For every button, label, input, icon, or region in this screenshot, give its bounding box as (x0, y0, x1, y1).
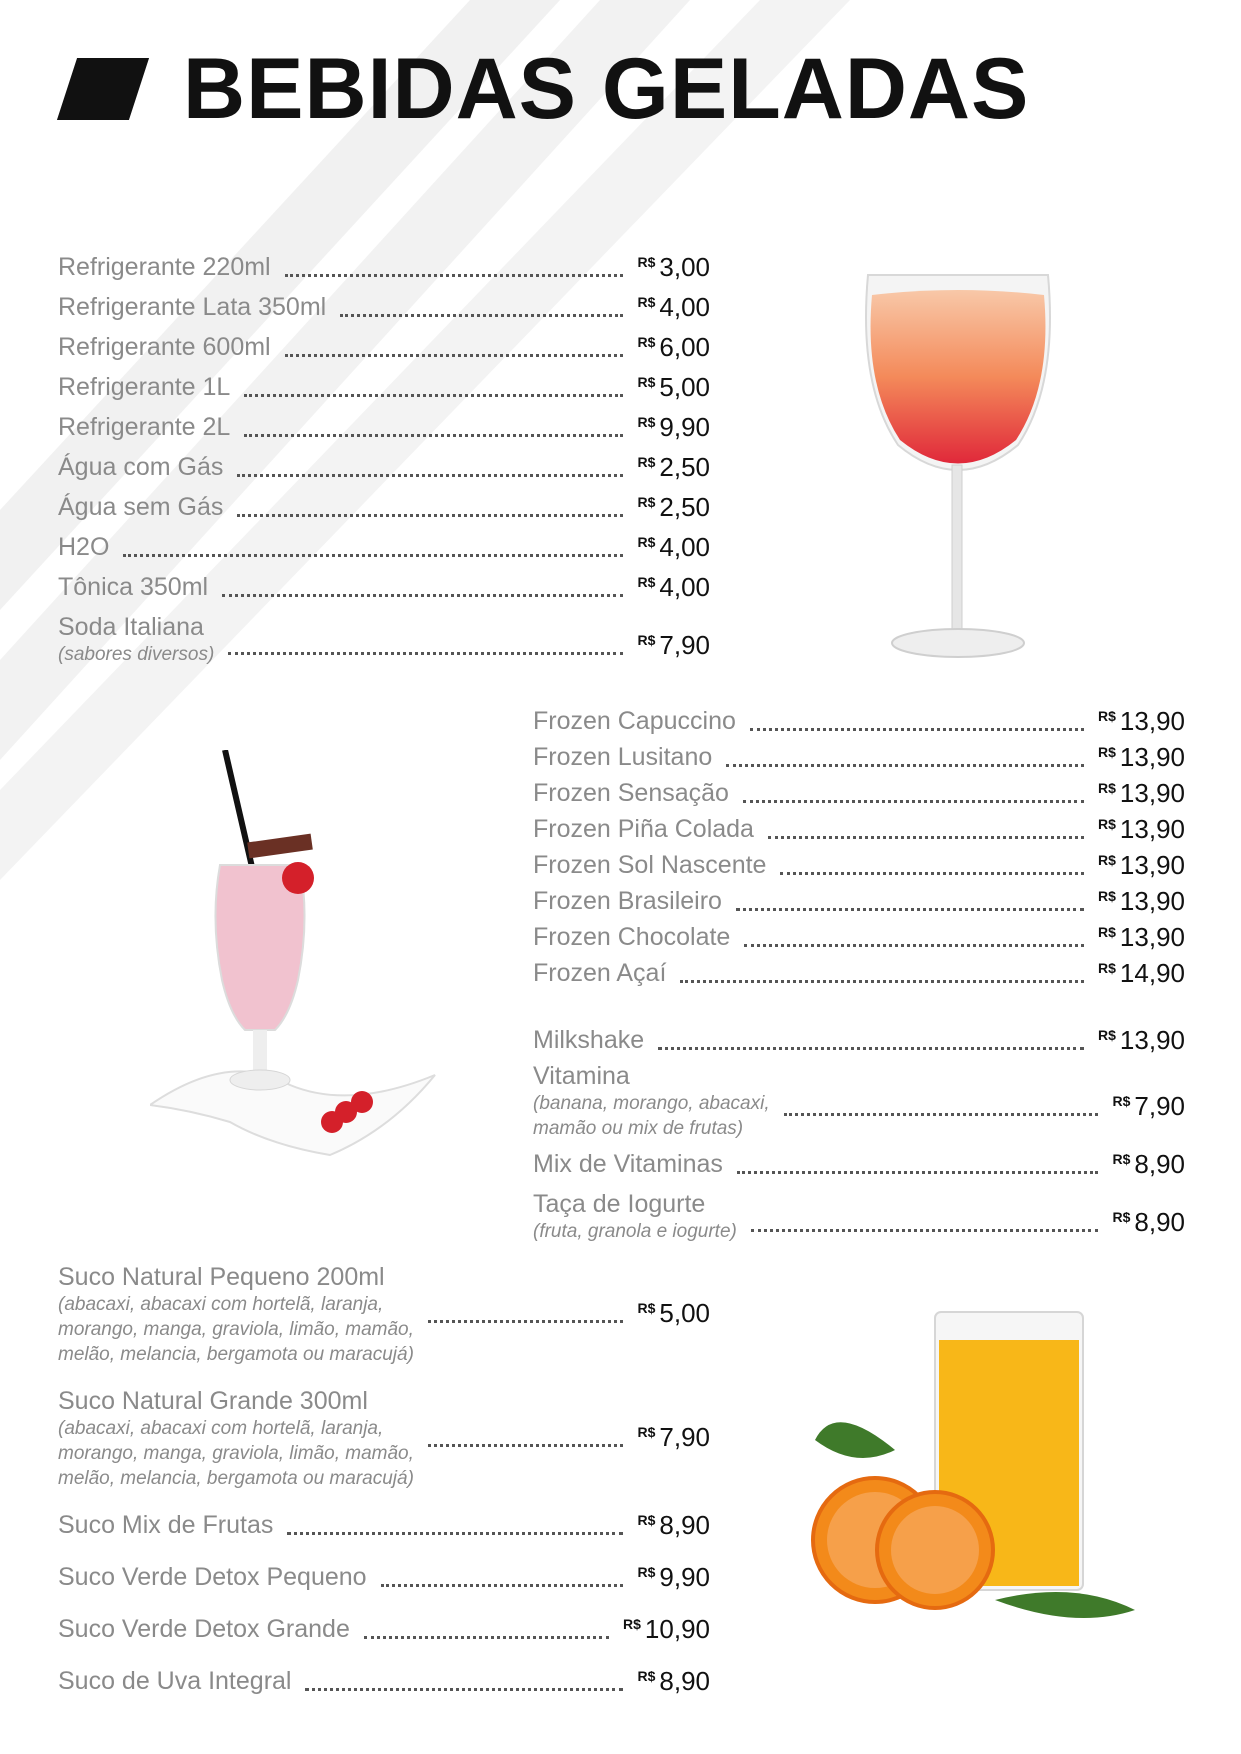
item-price (637, 332, 710, 363)
dot-leader (305, 1688, 623, 1691)
menu-item (58, 532, 710, 563)
item-name: Frozen Capuccino (533, 707, 736, 735)
dot-leader (285, 354, 624, 357)
currency-symbol: R$ (637, 1512, 656, 1528)
item-description: (banana, morango, abacaxi, mamão ou mix de frutas) (533, 1093, 770, 1139)
item-name: Tônica 350ml (58, 573, 209, 601)
currency-symbol: R$ (637, 414, 656, 430)
dot-leader (726, 764, 1084, 767)
item-name: Frozen Chocolate (533, 923, 731, 951)
item-price (637, 1298, 710, 1329)
price-amount: 13,90 (1119, 706, 1185, 736)
item-price (637, 1510, 710, 1541)
price-amount: 7,90 (659, 1422, 710, 1452)
currency-symbol: R$ (637, 632, 656, 648)
item-description: (abacaxi, abacaxi com hortelã, laranja, morango, manga, graviola, limão, mamão, melão, melancia, bergamota ou maracujá) (58, 1418, 414, 1489)
item-name: Vitamina (533, 1062, 630, 1090)
dot-leader (780, 872, 1084, 875)
menu-item (58, 1262, 710, 1367)
item-name: Frozen Lusitano (533, 743, 713, 771)
menu-item (58, 372, 710, 403)
cocktail-photo (858, 265, 1058, 670)
menu-item (58, 332, 710, 363)
dot-leader (381, 1584, 624, 1587)
currency-symbol: R$ (637, 254, 656, 270)
item-price (637, 372, 710, 403)
menu-item (58, 252, 710, 283)
item-name: Refrigerante 2L (58, 413, 231, 441)
price-amount: 4,00 (659, 292, 710, 322)
item-price (623, 1614, 710, 1645)
item-name: Refrigerante 600ml (58, 333, 271, 361)
currency-symbol: R$ (1098, 960, 1116, 976)
item-price (637, 452, 710, 483)
currency-symbol: R$ (637, 1300, 656, 1316)
price-amount: 13,90 (1119, 886, 1185, 916)
item-name: Frozen Açaí (533, 959, 667, 987)
item-price (637, 1422, 710, 1453)
item-name: Frozen Piña Colada (533, 815, 754, 843)
item-name: Suco Natural Pequeno 200ml (58, 1263, 385, 1291)
item-description: (abacaxi, abacaxi com hortelã, laranja, morango, manga, graviola, limão, mamão, melão, melancia, bergamota ou maracujá) (58, 1294, 414, 1365)
item-name: Frozen Brasileiro (533, 887, 722, 915)
item-name: Refrigerante 1L (58, 373, 231, 401)
menu-item (58, 412, 710, 443)
currency-symbol: R$ (1098, 852, 1116, 868)
item-name: Refrigerante Lata 350ml (58, 293, 327, 321)
price-amount: 8,90 (659, 1666, 710, 1696)
menu-item (533, 886, 1185, 917)
currency-symbol: R$ (637, 1424, 656, 1440)
currency-symbol: R$ (1112, 1151, 1131, 1167)
currency-symbol: R$ (623, 1616, 641, 1632)
item-name: Milkshake (533, 1026, 645, 1054)
item-description: (fruta, granola e iogurte) (533, 1221, 737, 1242)
currency-symbol: R$ (1098, 924, 1116, 940)
dot-leader (244, 394, 623, 397)
menu-item (533, 778, 1185, 809)
item-price (637, 252, 710, 283)
item-name: Refrigerante 220ml (58, 253, 271, 281)
menu-item (533, 1149, 1185, 1180)
menu-item (58, 1666, 710, 1697)
item-price (1098, 850, 1185, 881)
item-price (1112, 1149, 1185, 1180)
item-price (637, 630, 710, 661)
item-name: Frozen Sol Nascente (533, 851, 767, 879)
menu-item (533, 922, 1185, 953)
dot-leader (737, 1171, 1099, 1174)
currency-symbol: R$ (637, 294, 656, 310)
item-name: Frozen Sensação (533, 779, 729, 807)
dot-leader (680, 980, 1084, 983)
menu-item (58, 572, 710, 603)
currency-symbol: R$ (637, 494, 656, 510)
item-name: Água com Gás (58, 453, 224, 481)
item-price (1098, 778, 1185, 809)
item-price (1098, 1025, 1185, 1056)
dot-leader (743, 800, 1084, 803)
item-name: Mix de Vitaminas (533, 1150, 723, 1178)
item-price (637, 572, 710, 603)
dot-leader (784, 1113, 1099, 1116)
header-mark (57, 58, 149, 120)
item-name: Suco de Uva Integral (58, 1667, 292, 1695)
price-amount: 13,90 (1119, 778, 1185, 808)
currency-symbol: R$ (1112, 1093, 1131, 1109)
currency-symbol: R$ (637, 1564, 656, 1580)
currency-symbol: R$ (1098, 708, 1116, 724)
menu-item (58, 492, 710, 523)
menu-item (58, 292, 710, 323)
price-amount: 3,00 (659, 252, 710, 282)
currency-symbol: R$ (1098, 780, 1116, 796)
item-price (1098, 814, 1185, 845)
price-amount: 8,90 (1134, 1149, 1185, 1179)
price-amount: 13,90 (1119, 742, 1185, 772)
dot-leader (744, 944, 1084, 947)
price-amount: 5,00 (659, 372, 710, 402)
price-amount: 2,50 (659, 452, 710, 482)
item-price (1098, 706, 1185, 737)
dot-leader (751, 1229, 1099, 1232)
price-amount: 2,50 (659, 492, 710, 522)
orange-juice-photo (775, 1300, 1135, 1650)
price-amount: 6,00 (659, 332, 710, 362)
dot-leader (285, 274, 624, 277)
page-header (57, 40, 1030, 137)
price-amount: 13,90 (1119, 850, 1185, 880)
menu-item (533, 742, 1185, 773)
menu-item (58, 1614, 710, 1645)
menu-item (58, 612, 710, 667)
currency-symbol: R$ (1098, 816, 1116, 832)
price-amount: 8,90 (659, 1510, 710, 1540)
currency-symbol: R$ (637, 334, 656, 350)
price-amount: 5,00 (659, 1298, 710, 1328)
dot-leader (768, 836, 1084, 839)
price-amount: 9,90 (659, 1562, 710, 1592)
item-price (637, 412, 710, 443)
item-price (1098, 958, 1185, 989)
menu-item (58, 1562, 710, 1593)
menu-item (533, 814, 1185, 845)
price-amount: 14,90 (1119, 958, 1185, 988)
dot-leader (750, 728, 1084, 731)
item-price (1098, 886, 1185, 917)
price-amount: 4,00 (659, 572, 710, 602)
dot-leader (658, 1047, 1084, 1050)
currency-symbol: R$ (1112, 1209, 1131, 1225)
item-description: (sabores diversos) (58, 644, 215, 665)
currency-symbol: R$ (637, 454, 656, 470)
item-price (1112, 1091, 1185, 1122)
item-price (637, 492, 710, 523)
dot-leader (228, 652, 623, 655)
menu-item (533, 706, 1185, 737)
item-price (637, 292, 710, 323)
dot-leader (237, 514, 623, 517)
item-price (1112, 1207, 1185, 1238)
menu-item (533, 1189, 1185, 1244)
price-amount: 13,90 (1119, 922, 1185, 952)
dot-leader (287, 1532, 623, 1535)
item-price (1098, 742, 1185, 773)
menu-item (58, 1386, 710, 1491)
currency-symbol: R$ (637, 374, 656, 390)
price-amount: 10,90 (644, 1614, 710, 1644)
menu-item (533, 850, 1185, 881)
item-name: Água sem Gás (58, 493, 224, 521)
currency-symbol: R$ (1098, 888, 1116, 904)
menu-item (533, 1025, 1185, 1056)
milkshake-photo (150, 750, 440, 1170)
currency-symbol: R$ (1098, 1027, 1116, 1043)
price-amount: 7,90 (1134, 1091, 1185, 1121)
dot-leader (237, 474, 623, 477)
dot-leader (364, 1636, 609, 1639)
dot-leader (123, 554, 623, 557)
price-amount: 13,90 (1119, 814, 1185, 844)
menu-item (58, 1510, 710, 1541)
item-name: H2O (58, 533, 110, 561)
currency-symbol: R$ (637, 534, 656, 550)
price-amount: 13,90 (1119, 1025, 1185, 1055)
menu-item (58, 452, 710, 483)
dot-leader (222, 594, 623, 597)
dot-leader (428, 1444, 624, 1447)
menu-item (533, 1061, 1185, 1141)
item-name: Suco Verde Detox Pequeno (58, 1563, 367, 1591)
page-title: BEBIDAS GELADAS (183, 40, 1030, 137)
item-price (1098, 922, 1185, 953)
dot-leader (736, 908, 1084, 911)
dot-leader (428, 1320, 624, 1323)
item-name: Suco Mix de Frutas (58, 1511, 274, 1539)
item-price (637, 1562, 710, 1593)
item-name: Suco Verde Detox Grande (58, 1615, 350, 1643)
item-name: Suco Natural Grande 300ml (58, 1387, 368, 1415)
item-price (637, 1666, 710, 1697)
item-name: Taça de Iogurte (533, 1190, 706, 1218)
dot-leader (340, 314, 623, 317)
currency-symbol: R$ (637, 574, 656, 590)
dot-leader (244, 434, 623, 437)
item-name: Soda Italiana (58, 613, 204, 641)
price-amount: 4,00 (659, 532, 710, 562)
price-amount: 7,90 (659, 630, 710, 660)
price-amount: 9,90 (659, 412, 710, 442)
price-amount: 8,90 (1134, 1207, 1185, 1237)
item-price (637, 532, 710, 563)
currency-symbol: R$ (1098, 744, 1116, 760)
currency-symbol: R$ (637, 1668, 656, 1684)
menu-item (533, 958, 1185, 989)
